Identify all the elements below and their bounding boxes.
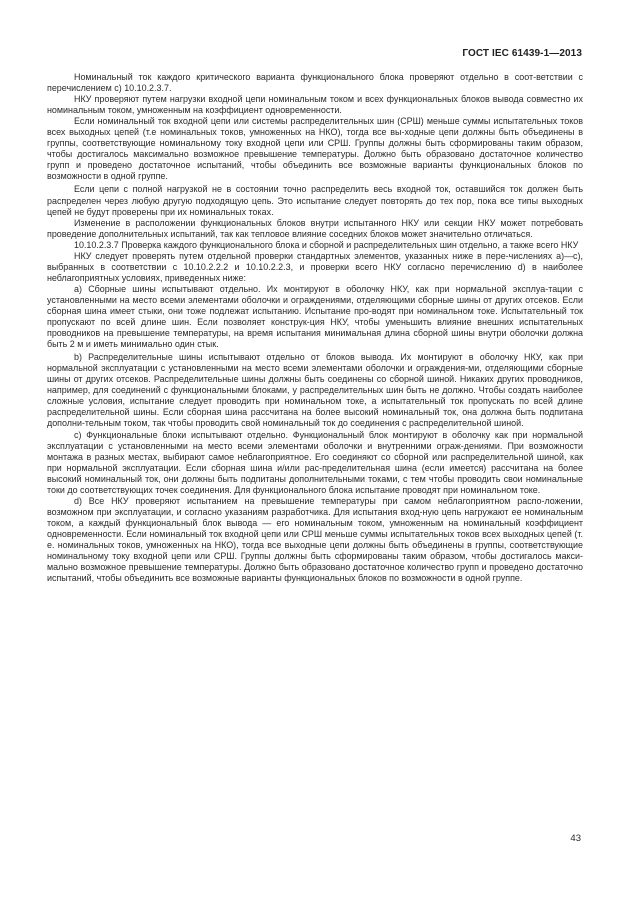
- list-item: d) Все НКУ проверяют испытанием на превышение температуры при самом неблагоприятном распо-ложении, возможном при эксплуатации, и согласно указаниям разработчика. Для испытания вход-ную цепь нагружают ее номинальным током, а каждый функциональный блок вывода — его номинальным током, умноженным на номинальный коэффициент одновременности. Если номинальный ток входной цепи или СРШ меньше суммы испытательных токов всех выходных цепей (т. е. номинальных токов, умноженных на НКО), тогда все выходные цепи должны быть объединены в группы, соответствующие номинальному току входной цепи или СРШ. Группы должны быть сформированы таким образом, чтобы достигалось макси-мально возможное превышение температуры. Должно быть образовано достаточное количество групп и проведено достаточно испытаний, чтобы объединить все возможные варианты функциональных блоков по возможности в одной группе.: [47, 495, 583, 584]
- list-item: с) Функциональные блоки испытывают отдельно. Функциональный блок монтируют в оболочку как при нормальной эксплуатации с установленными на место всеми элементами оболочки и внутренними ограж-дениями. При возможности монтажа в разных местах, выбирают самое неблагоприятное. Его соединяют со сборной или распределительной шиной, как при нормальной эксплуатации. Если сборная шина и/или рас-пределительная шина (если имеется) рассчитана на более высокий номинальный ток, они должны быть подпитаны дополнительными токами, с тем чтобы проводить свои номинальные токи до соответствующих точек соединения. Для функционального блока испытание проводят при номинальном токе.: [47, 429, 583, 495]
- body-text: [47, 72, 583, 584]
- list-item: а) Сборные шины испытывают отдельно. Их монтируют в оболочку НКУ, как при нормальной эксплуа-тации с установленными на место всеми элементами оболочки и ограждениями, отделяющими сборные шины от других отсеков. Если сборная шина имеет стыки, они тоже подлежат испытанию. Испытание про-водят при номинальном токе. Испытательный ток пропускают по всей длине шин. Если позволяет конструк-ция НКУ, чтобы уменьшить влияние внешних испытательных проводников на превышение температуры, на время испытания минимальная длина сборной шины внутри оболочки должна быть 2 м и иметь минимально один стык.: [47, 283, 583, 350]
- paragraph: Изменение в расположении функциональных блоков внутри испытанного НКУ или секции НКУ может потребовать проведение дополнительных испытаний, так как тепловое влияние соседних блоков может значительно отличаться.: [47, 217, 583, 239]
- paragraph: Если цепи с полной нагрузкой не в состоянии точно распределить весь входной ток, оставшийся ток должен быть распределен через любую другую подходящую цепь. Это испытание следует повторять до тех пор, пока все типы выходных цепей не будут проверены при их номинальных токах.: [47, 184, 583, 217]
- page-number: 43: [570, 833, 581, 844]
- paragraph: НКУ следует проверять путем отдельной проверки стандартных элементов, указанных ниже в пере-числениях а)—с), выбранных в соответствии с 10.10.2.2.2 и 10.10.2.2.3, и проверки всего НКУ согласно перечислению d) в наиболее неблагоприятных условиях, приведенных ниже:: [47, 250, 583, 283]
- paragraph: Если номинальный ток входной цепи или системы распределительных шин (СРШ) меньше суммы испытательных токов всех выходных цепей (т.е номинальных токов, умноженных на НКО), тогда все вы-ходные цепи должны быть объединены в группы, соответствующие номинальному току входной цепи или СРШ. Группы должны быть сформированы таким образом, чтобы достигалось максимально возможное превышение температуры. Должно быть образовано достаточное количество групп и проведено достаточное испытаний, чтобы объединить все возможные варианты функциональных блоков по возможности в одной группе.: [47, 116, 583, 182]
- standard-designation: ГОСТ IEC 61439-1—2013: [462, 48, 582, 59]
- paragraph: Номинальный ток каждого критического варианта функционального блока проверяют отдельно в соот-ветствии с перечислением с) 10.10.2.3.7.: [47, 72, 583, 94]
- section-heading: 10.10.2.3.7 Проверка каждого функционального блока и сборной и распределительных шин отдельно, а также всего НКУ: [74, 239, 579, 250]
- paragraph: НКУ проверяют путем нагрузки входной цепи номинальным током и всех функциональных блоков вывода совместно их номинальным током, умноженным на коэффициент одновременности.: [47, 94, 583, 116]
- list-item: b) Распределительные шины испытывают отдельно от блоков вывода. Их монтируют в оболочку НКУ, как при нормальной эксплуатации с установленными на место всеми элементами оболочки и ограждения-ми, отделяющими сборные шины от других отсеков. Распределительные шины должны быть соединены со сборной шиной. Никаких других проводников, например, для соединений с функциональными блоками, у распределительных шин быть не должно. Чтобы создать наиболее сложные условия, испытание следует проводить при номинальном токе, а испытательный ток пропускать по всей длине распределительной шины. Если сборная шина рассчитана на более высокий номинальный ток, она должна быть подпитана дополни-тельным током, так чтобы проводить свой номинальный ток до соединения с распределительной шиной.: [47, 352, 583, 429]
